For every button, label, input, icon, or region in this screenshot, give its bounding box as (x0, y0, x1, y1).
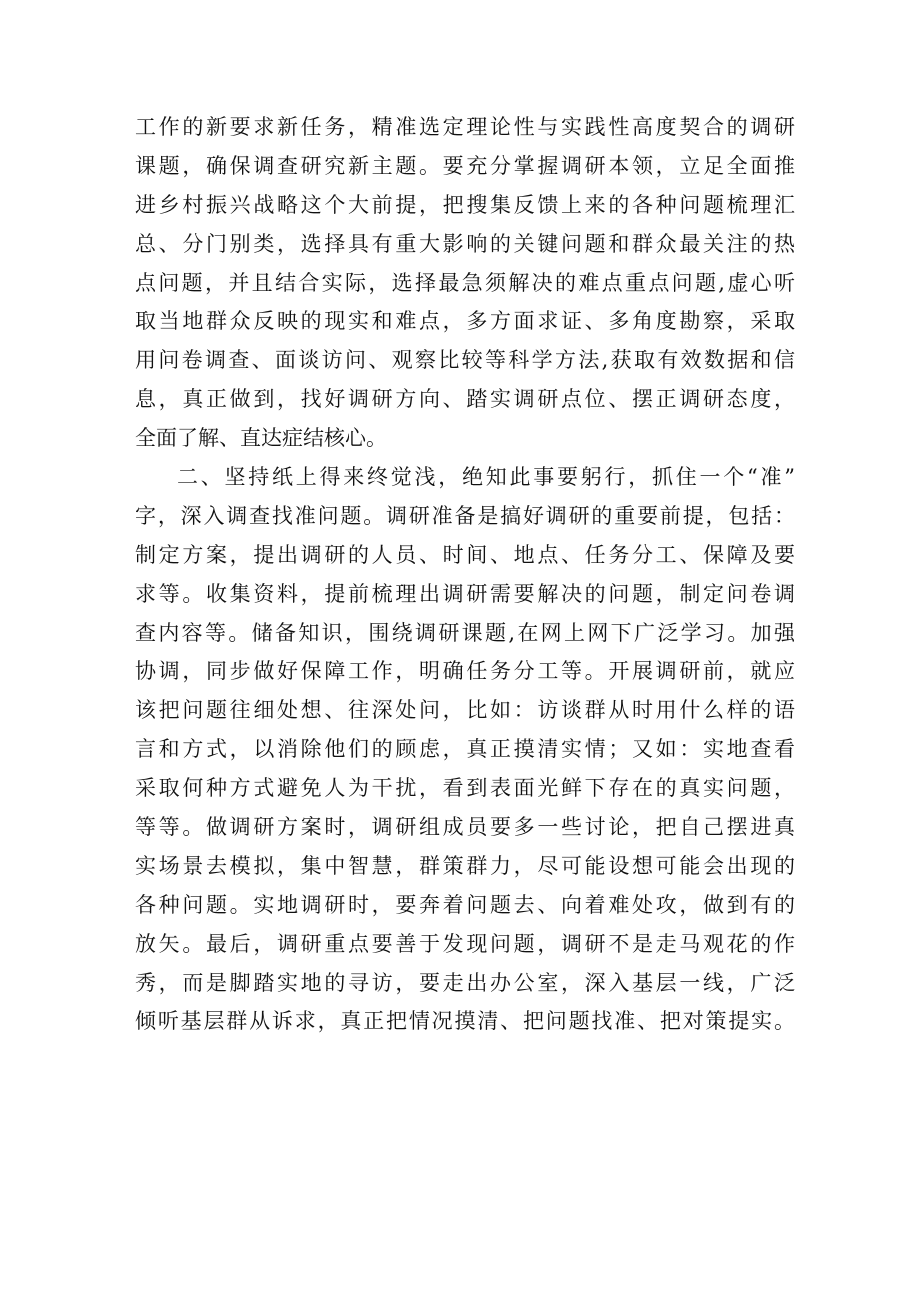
text-line: 放矢。最后，调研重点要善于发现问题，调研不是走马观花的作 (135, 931, 795, 956)
text-line: 制定方案，提出调研的人员、时间、地点、任务分工、保障及要 (135, 542, 795, 567)
text-line: 协调，同步做好保障工作，明确任务分工等。开展调研前，就应 (135, 659, 795, 684)
text-line: 倾听基层群从诉求，真正把情况摸清、把问题找准、把对策提实。 (135, 1009, 795, 1034)
text-line: 全面了解、直达症结核心。 (135, 426, 387, 451)
text-line: 查内容等。储备知识，围绕调研课题,在网上网下广泛学习。加强 (135, 620, 795, 645)
text-line: 工作的新要求新任务，精准选定理论性与实践性高度契合的调研 (135, 115, 795, 139)
text-line: 点问题，并且结合实际，选择最急须解决的难点重点问题,虚心听 (135, 270, 795, 295)
paragraph-2 (135, 458, 795, 1041)
text-line: 该把问题往细处想、往深处问，比如：访谈群从时用什么样的语 (135, 698, 795, 723)
text-line: 进乡村振兴战略这个大前提，把搜集反馈上来的各种问题梳理汇 (135, 192, 795, 217)
text-line: 取当地群众反映的现实和难点，多方面求证、多角度勘察，采取 (135, 309, 795, 334)
text-line: 等等。做调研方案时，调研组成员要多一些讨论，把自己摆进真 (135, 815, 795, 840)
paragraph-1 (135, 108, 795, 458)
text-line: 采取何种方式避免人为干扰，看到表面光鲜下存在的真实问题， (135, 776, 795, 801)
text-line: 息，真正做到，找好调研方向、踏实调研点位、摆正调研态度， (135, 387, 795, 412)
text-line: 言和方式，以消除他们的顾虑，真正摸清实情；又如：实地查看 (135, 737, 795, 762)
text-line: 用问卷调查、面谈访问、观察比较等科学方法,获取有效数据和信 (135, 348, 795, 373)
text-line: 秀，而是脚踏实地的寻访，要走出办公室，深入基层一线，广泛 (135, 970, 795, 995)
text-line: 课题，确保调查研究新主题。要充分掌握调研本领，立足全面推 (135, 153, 795, 178)
text-line: 二、坚持纸上得来终觉浅，绝知此事要躬行，抓住一个“准” (177, 465, 795, 490)
text-line: 字，深入调查找准问题。调研准备是搞好调研的重要前提，包括： (135, 503, 795, 528)
text-line: 各种问题。实地调研时，要奔着问题去、向着难处攻，做到有的 (135, 892, 795, 917)
text-line: 实场景去模拟，集中智慧，群策群力，尽可能设想可能会出现的 (135, 853, 795, 878)
text-line: 求等。收集资料，提前梳理出调研需要解决的问题，制定问卷调 (135, 581, 795, 606)
text-line: 总、分门别类，选择具有重大影响的关键问题和群众最关注的热 (135, 231, 795, 256)
body-text (135, 108, 795, 1041)
